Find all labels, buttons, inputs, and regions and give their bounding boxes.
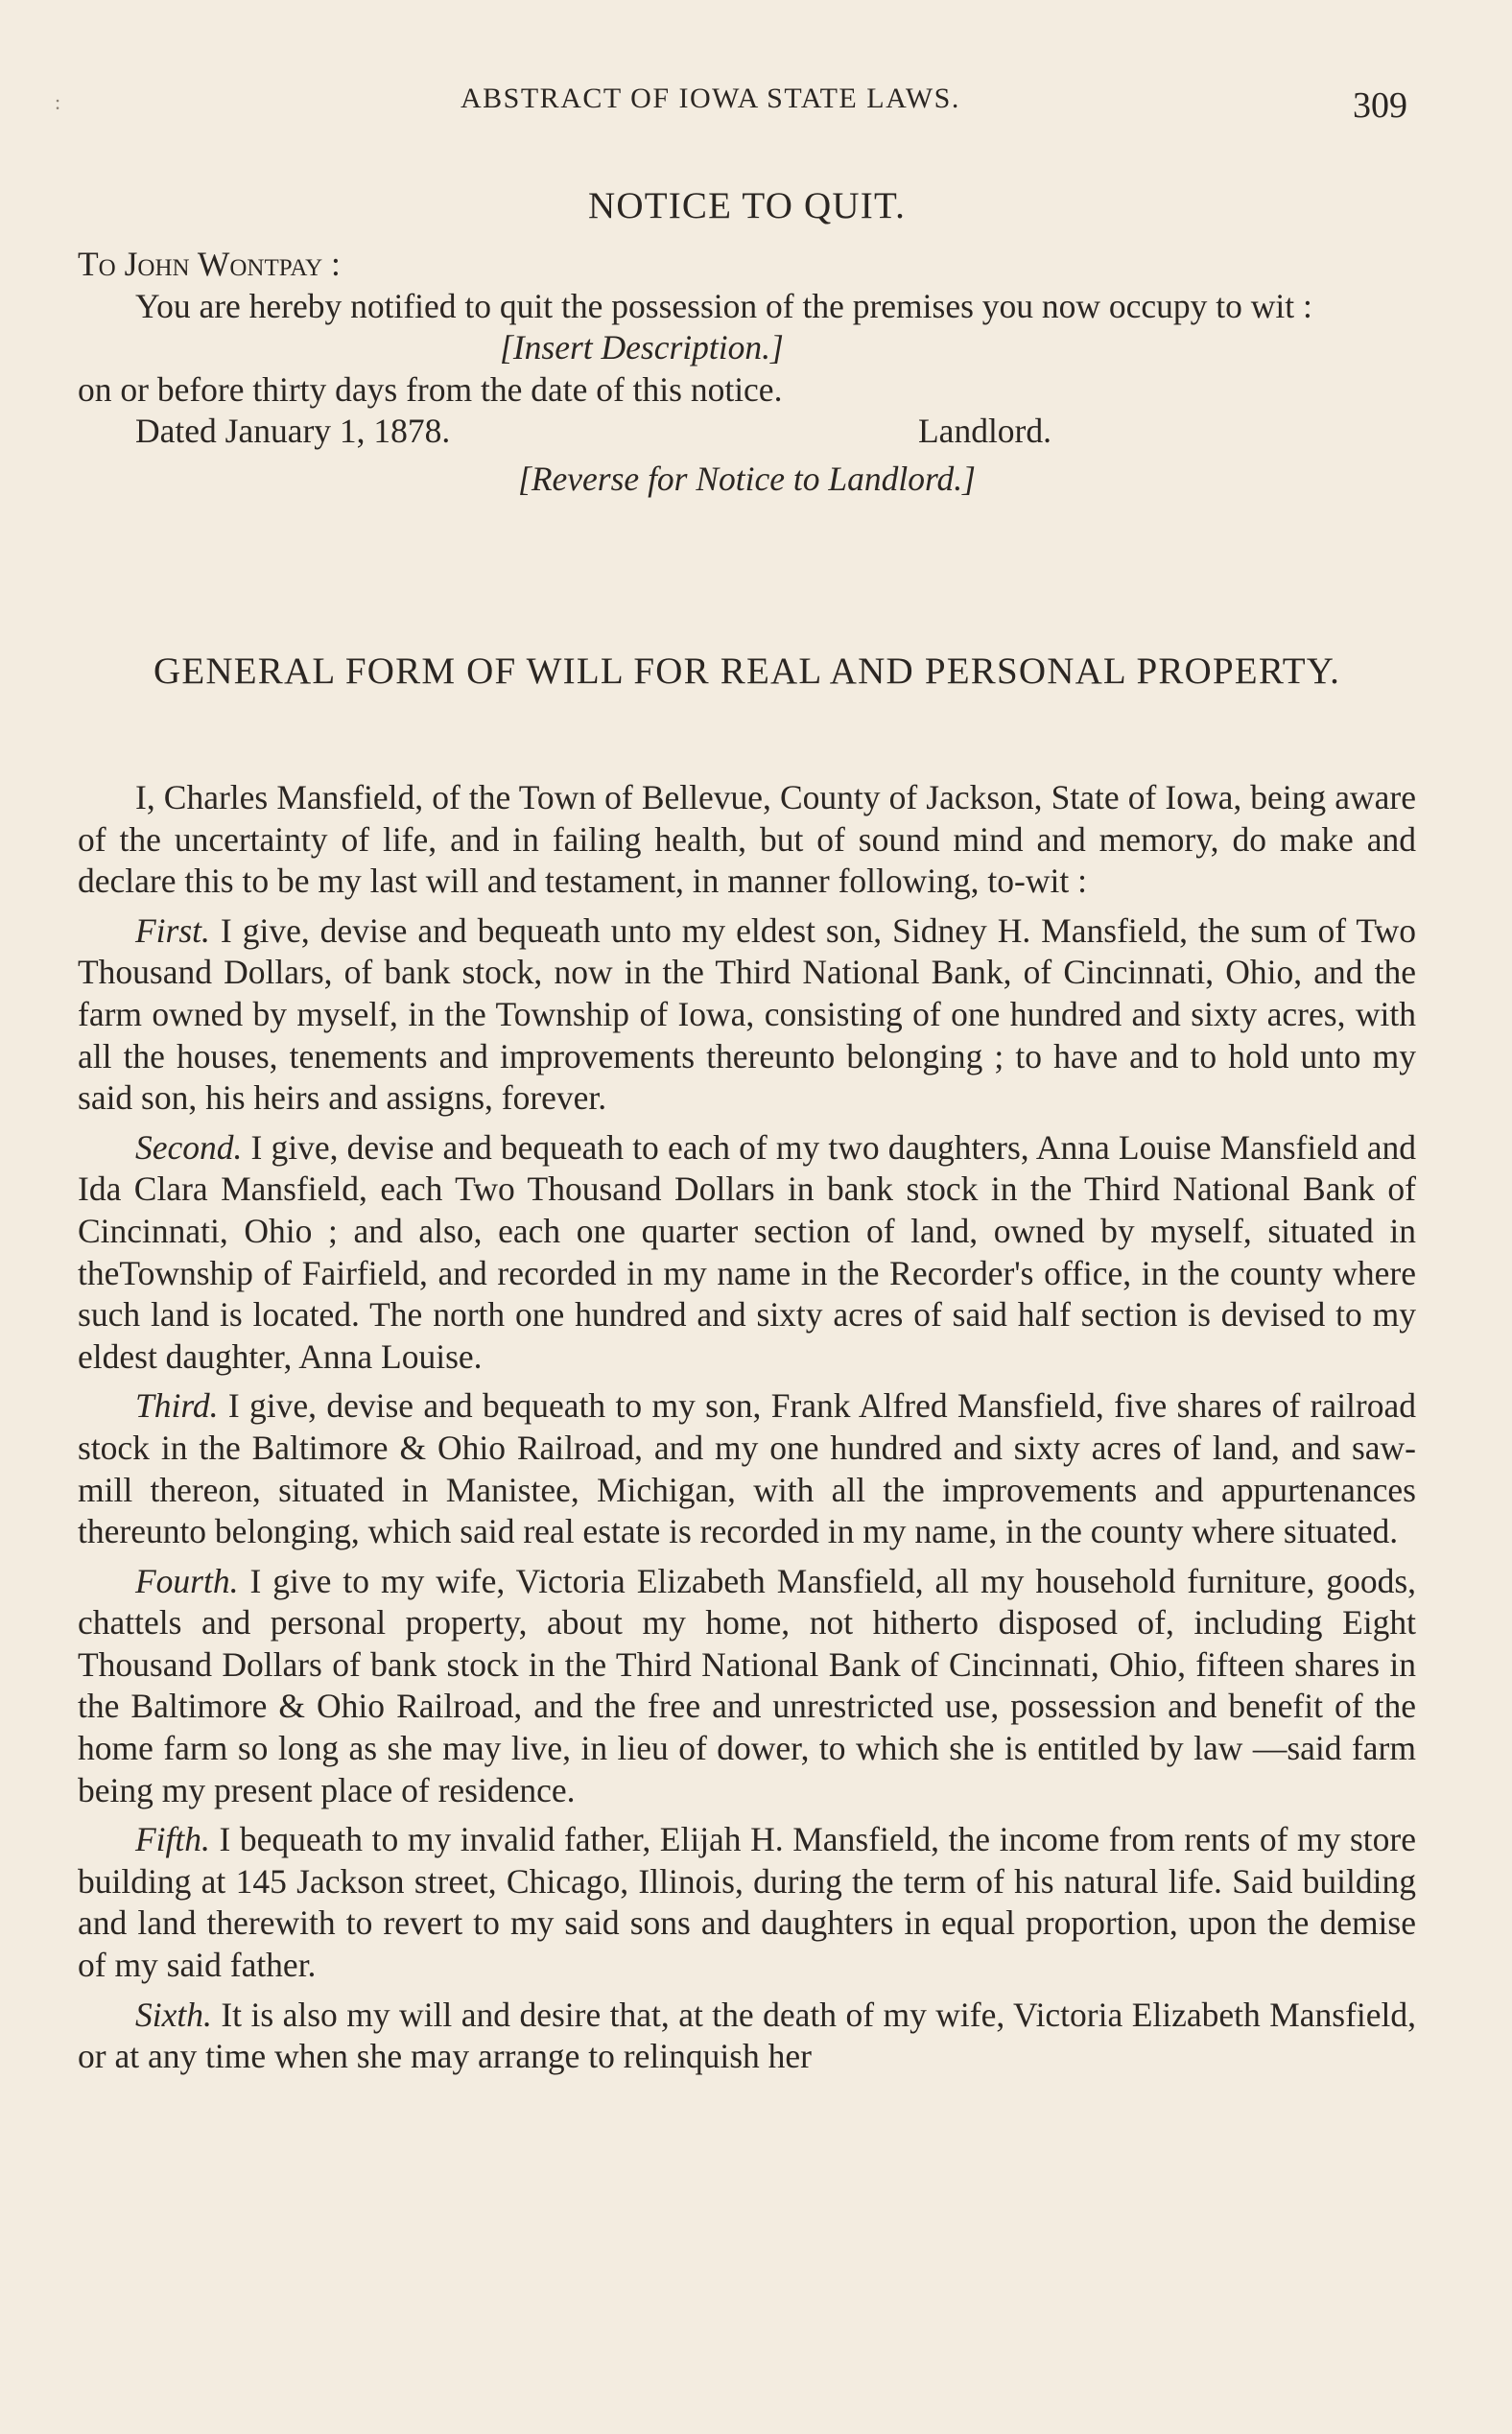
will-clause-sixth [78,1995,1416,2078]
will-clause-first [78,910,1416,1120]
clause-label: Fourth. [135,1561,239,1600]
clause-label: Sixth. [135,1995,212,2034]
notice-deadline-line: on or before thirty days from the date of this notice. [78,369,783,409]
running-header [0,79,1512,127]
clause-text: I bequeath to my invalid father, Elijah H. Mansfield, the income from rents of my store building at 145 Jackson street, Chicago, Illinois, during the term of his natural life. Said building and land therewith to revert to my said sons and daughters in equal proportion, upon the demise of my said father. [78,1820,1416,1985]
clause-text: I give, devise and bequeath to each of my two daughters, Anna Louise Mansfield and Ida Clara Mansfield, each Two Thousand Dollars in bank stock in the Third National Bank of Cincinnati, Ohio ; and also, each one quarter section of land, owned by myself, situated in theTownship of Fairfield, and recorded in my name in the Recorder's office, in the county where such land is located. The north one hundred and sixty acres of said half section is devised to my eldest daughter, Anna Louise. [78,1127,1417,1376]
will-title: GENERAL FORM OF WILL FOR REAL AND PERSONAL PROPERTY. [153,650,1341,692]
will-clause-fourth [78,1561,1416,1812]
clause-label: First. [135,910,210,950]
clause-label: Second. [135,1127,243,1167]
will-clause-second [78,1127,1416,1379]
will-intro-paragraph: I, Charles Mansfield, of the Town of Bellevue, County of Jackson, State of Iowa, being aware of the uncertainty of life, and in failing health, but of sound mind and memory, do make and declare this to be my last will and testament, in manner following, to-wit : [78,778,1416,901]
will-clause-fifth [78,1819,1416,1986]
clause-label: Fifth. [135,1820,210,1859]
notice-dated-line [78,411,1416,453]
clause-text: I give, devise and bequeath unto my eldest son, Sidney H. Mansfield, the sum of Two Thousand Dollars, of bank stock, now in the Third National Bank, of Cincinnati, Ohio, and the farm owned by myself, in the Township of Iowa, consisting of one hundred and sixty acres, with all the houses, tenements and improvements thereunto belonging ; to have and to hold unto my said son, his heirs and assigns, forever. [78,910,1416,1118]
reverse-note: [Reverse for Notice to Landlord.] [518,460,976,499]
will-body [78,777,1416,2086]
clause-text: I give to my wife, Victoria Elizabeth Mansfield, all my household furniture, goods, chattels and personal property, about my home, not hitherto disposed of, including Eight Thousand Dollars of bank stock in the Third National Bank of Cincinnati, Ohio, fifteen shares in the Baltimore & Ohio Railroad, and the free and unrestricted use, possession and benefit of the home farm so long as she may live, in lieu of dower, to which she is entitled by law —said farm being my present place of residence. [78,1561,1417,1809]
header-mark: : [55,90,61,114]
clause-text: It is also my will and desire that, at the death of my wife, Victoria Elizabeth Mansfield, or at any time when she may arrange to relinquish her [78,1995,1417,2076]
clause-label: Third. [135,1386,219,1426]
notice-signature: Landlord. [918,412,1052,451]
notice-section [78,244,1416,501]
clause-text: I give, devise and bequeath to my son, Frank Alfred Mansfield, five shares of railroad stock in the Baltimore & Ohio Railroad, and my one hundred and sixty acres of land, and saw-mill thereon, situated in Manistee, Michigan, with all the improvements and appurtenances thereunto belonging, which said real estate is recorded in my name, in the county where situated. [78,1386,1416,1551]
insert-description-placeholder: [Insert Description.] [500,328,784,367]
running-title: ABSTRACT OF IOWA STATE LAWS. [461,83,960,114]
notice-title: NOTICE TO QUIT. [587,185,907,226]
notice-body-line: You are hereby notified to quit the possession of the premises you now occupy to wit : [135,286,1312,325]
notice-date: Dated January 1, 1878. [135,412,451,451]
will-clause-third [78,1385,1416,1552]
notice-salutation: To John Wontpay : [78,245,341,283]
page-number: 309 [1353,85,1407,126]
